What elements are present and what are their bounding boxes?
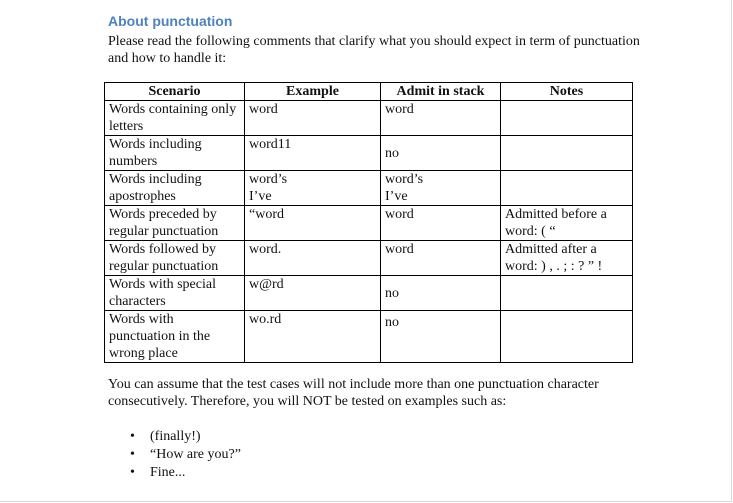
outro-paragraph: You can assume that the test cases will not include more than one punctuation character consecutively. Therefore, you will NOT be tested on examples such as: [108,377,599,409]
cell-admit: word [381,206,501,241]
header-notes: Notes [501,83,633,101]
table-row [105,276,633,311]
cell-admit: no [381,276,501,311]
intro-paragraph: Please read the following comments that clarify what you should expect in term of punctuation and how to handle it: [108,34,640,66]
table-row [105,171,633,206]
table-header-row [105,83,633,101]
cell-notes [501,311,633,363]
table-row [105,311,633,363]
cell-admit: word [381,241,501,276]
cell-admit: word’s I’ve [381,171,501,206]
cell-scenario: Words followed by regular punctuation [105,241,245,276]
cell-scenario: Words with punctuation in the wrong place [105,311,245,363]
table-row [105,241,633,276]
cell-example: word’s I’ve [245,171,381,206]
list-item: • (finally!) [130,428,241,446]
cell-admit: no [381,136,501,171]
cell-scenario: Words with special characters [105,276,245,311]
header-example: Example [245,83,381,101]
header-admit: Admit in stack [381,83,501,101]
cell-scenario: Words including numbers [105,136,245,171]
cell-example: “word [245,206,381,241]
cell-notes [501,276,633,311]
cell-example: word. [245,241,381,276]
table-row [105,101,633,136]
cell-notes: Admitted after a word: ) , . ; : ? ” ! [501,241,633,276]
cell-admit: no [381,311,501,363]
table-row [105,136,633,171]
cell-notes [501,171,633,206]
table-row [105,206,633,241]
cell-scenario: Words containing only letters [105,101,245,136]
punctuation-table [104,82,633,363]
section-heading: About punctuation [108,13,233,29]
cell-example: word11 [245,136,381,171]
header-scenario: Scenario [105,83,245,101]
cell-notes: Admitted before a word: ( “ [501,206,633,241]
cell-admit: word [381,101,501,136]
example-list [130,428,241,482]
cell-example: word [245,101,381,136]
cell-example: wo.rd [245,311,381,363]
cell-scenario: Words including apostrophes [105,171,245,206]
list-item: • “How are you?” [130,446,241,464]
cell-notes [501,101,633,136]
cell-example: w@rd [245,276,381,311]
cell-scenario: Words preceded by regular punctuation [105,206,245,241]
cell-notes [501,136,633,171]
list-item: • Fine... [130,464,241,482]
